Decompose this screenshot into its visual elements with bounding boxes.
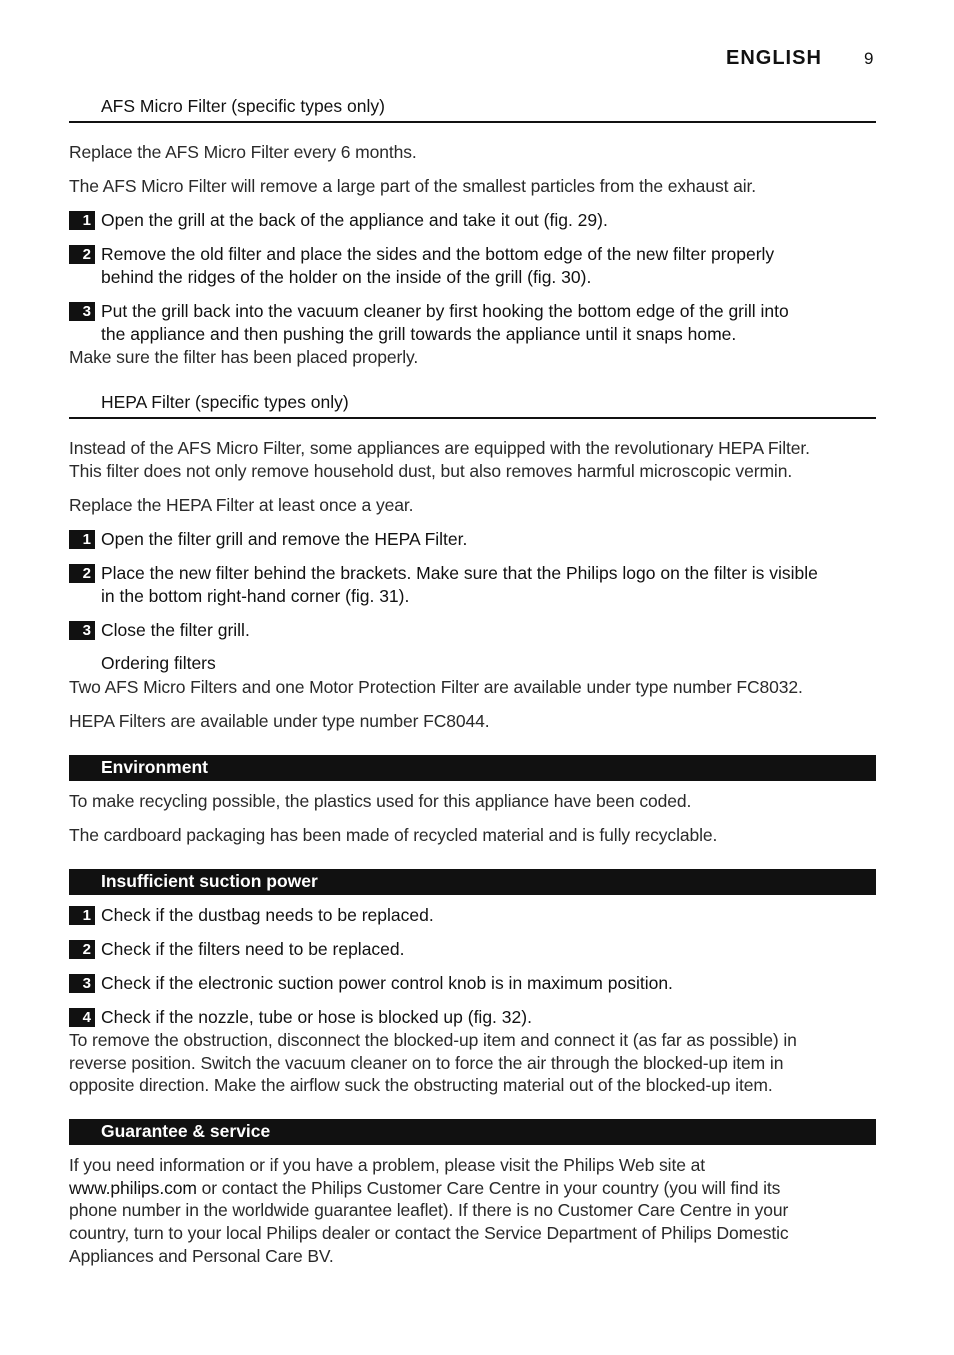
suction-paragraph-line-3: opposite direction. Make the airflow suck the obstructing material out of the blocked-up item.	[69, 1075, 773, 1095]
suction-paragraph-line-1: To remove the obstruction, disconnect the blocked-up item and connect it (as far as possible) in	[69, 1030, 797, 1050]
guarantee-line-4: country, turn to your local Philips dealer or contact the Service Department of Philips Domestic	[69, 1223, 789, 1243]
guarantee-line-1: If you need information or if you have a problem, please visit the Philips Web site at	[69, 1155, 706, 1175]
afs-note: Make sure the filter has been placed properly.	[69, 347, 419, 367]
step-number-badge: 3	[69, 621, 95, 640]
hepa-heading-rule	[69, 417, 876, 419]
hepa-heading: HEPA Filter (specific types only)	[101, 392, 349, 412]
environment-paragraph-1: To make recycling possible, the plastics used for this appliance have been coded.	[69, 791, 692, 811]
suction-heading: Insufficient suction power	[101, 871, 318, 891]
language-label: ENGLISH	[726, 47, 822, 69]
environment-heading-bar	[69, 755, 876, 781]
step-text: Open the filter grill and remove the HEPA Filter.	[101, 529, 468, 549]
afs-heading: AFS Micro Filter (specific types only)	[101, 96, 385, 116]
afs-paragraph-1: Replace the AFS Micro Filter every 6 months.	[69, 142, 417, 162]
step-text: Put the grill back into the vacuum cleaner by first hooking the bottom edge of the grill into	[101, 301, 789, 321]
ordering-paragraph-1: Two AFS Micro Filters and one Motor Protection Filter are available under type number FC8032.	[69, 677, 803, 697]
hepa-paragraph-1-line-1: Instead of the AFS Micro Filter, some appliances are equipped with the revolutionary HEPA Filter.	[69, 438, 810, 458]
suction-heading-bar	[69, 869, 876, 895]
ordering-paragraph-2: HEPA Filters are available under type number FC8044.	[69, 711, 490, 731]
suction-paragraph-line-2: reverse position. Switch the vacuum cleaner on to force the air through the blocked-up item in	[69, 1053, 784, 1073]
philips-website-link[interactable]: www.philips.com	[69, 1178, 197, 1198]
afs-heading-rule	[69, 121, 876, 123]
step-text: Check if the filters need to be replaced.	[101, 939, 405, 959]
step-number-badge: 4	[69, 1008, 95, 1027]
environment-paragraph-2: The cardboard packaging has been made of recycled material and is fully recyclable.	[69, 825, 718, 845]
step-text-line-2: in the bottom right-hand corner (fig. 31).	[101, 586, 410, 606]
step-number-badge: 1	[69, 906, 95, 925]
guarantee-heading: Guarantee & service	[101, 1121, 271, 1141]
step-number-badge: 3	[69, 302, 95, 321]
step-text: Check if the dustbag needs to be replaced.	[101, 905, 434, 925]
step-number-badge: 3	[69, 974, 95, 993]
step-number-badge: 2	[69, 564, 95, 583]
hepa-paragraph-2: Replace the HEPA Filter at least once a year.	[69, 495, 414, 515]
step-text: Check if the nozzle, tube or hose is blocked up (fig. 32).	[101, 1007, 532, 1027]
afs-paragraph-2: The AFS Micro Filter will remove a large part of the smallest particles from the exhaust air.	[69, 176, 757, 196]
guarantee-line-2	[69, 1177, 881, 1200]
ordering-heading: Ordering filters	[101, 653, 216, 673]
page-number: 9	[864, 49, 874, 68]
step-text-line-2: the appliance and then pushing the grill towards the appliance until it snaps home.	[101, 324, 737, 344]
step-text: Place the new filter behind the brackets. Make sure that the Philips logo on the filter is visible	[101, 563, 818, 583]
guarantee-heading-bar	[69, 1119, 876, 1145]
guarantee-line-5: Appliances and Personal Care BV.	[69, 1246, 334, 1266]
guarantee-line-3: phone number in the worldwide guarantee leaflet). If there is no Customer Care Centre in your	[69, 1200, 789, 1220]
step-text: Close the filter grill.	[101, 620, 250, 640]
guarantee-line-2-rest: or contact the Philips Customer Care Centre in your country (you will find its	[196, 1178, 781, 1198]
step-text-line-2: behind the ridges of the holder on the inside of the grill (fig. 30).	[101, 267, 592, 287]
step-number-badge: 2	[69, 245, 95, 264]
step-number-badge: 1	[69, 211, 95, 230]
step-number-badge: 2	[69, 940, 95, 959]
step-text: Check if the electronic suction power control knob is in maximum position.	[101, 973, 673, 993]
hepa-paragraph-1-line-2: This filter does not only remove household dust, but also removes harmful microscopic vermin.	[69, 461, 793, 481]
step-text: Open the grill at the back of the appliance and take it out (fig. 29).	[101, 210, 608, 230]
step-number-badge: 1	[69, 530, 95, 549]
step-text: Remove the old filter and place the sides and the bottom edge of the new filter properly	[101, 244, 775, 264]
environment-heading: Environment	[101, 757, 208, 777]
